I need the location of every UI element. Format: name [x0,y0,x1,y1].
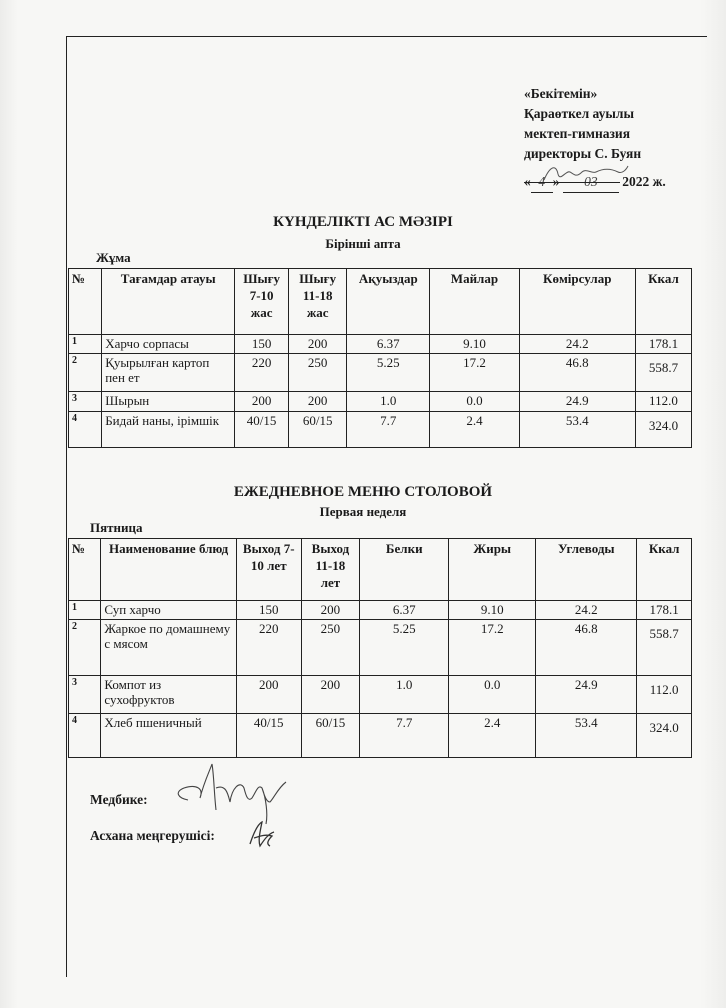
table-row [69,620,692,676]
ru-header-carbs: Углеводы [536,539,637,601]
proteins-value: 7.7 [360,714,449,758]
date-quote-open: « [524,174,531,189]
dish-name: Харчо сорпасы [102,335,235,354]
kz-header-carbs: Көмірсулар [519,269,635,335]
table-row [69,714,692,758]
ru-header-portion-11-18: Выход 11-18 лет [301,539,360,601]
portion-7-10: 200 [235,392,289,412]
kz-header-fats: Майлар [430,269,519,335]
kcal-value: 178.1 [637,601,692,620]
portion-11-18: 200 [289,392,347,412]
ru-header-dish-name: Наименование блюд [101,539,237,601]
kz-day-label: Жұма [96,250,131,265]
proteins-value: 1.0 [347,392,430,412]
kcal-value: 558.7 [635,354,691,392]
kcal-value: 324.0 [637,714,692,758]
portion-7-10: 220 [235,354,289,392]
portion-11-18: 200 [301,676,360,714]
row-number: 2 [69,620,101,676]
carbs-value: 46.8 [519,354,635,392]
dish-name: Хлеб пшеничный [101,714,237,758]
ru-day-label: Пятница [90,520,143,535]
kz-menu-subtitle: Бірінші апта [325,236,401,251]
portion-11-18: 250 [289,354,347,392]
fats-value: 17.2 [449,620,536,676]
portion-7-10: 150 [235,335,289,354]
fats-value: 0.0 [430,392,519,412]
proteins-value: 6.37 [360,601,449,620]
row-number: 4 [69,412,102,448]
proteins-value: 7.7 [347,412,430,448]
fats-value: 2.4 [430,412,519,448]
date-year: 2022 ж. [622,174,666,189]
proteins-value: 1.0 [360,676,449,714]
kcal-value: 178.1 [635,335,691,354]
fats-value: 0.0 [449,676,536,714]
row-number: 4 [69,714,101,758]
ru-header-portion-7-10: Выход 7-10 лет [236,539,301,601]
proteins-value: 5.25 [347,354,430,392]
canteen-manager-signature-image [244,814,284,854]
date-day: 4 [531,172,553,193]
fats-value: 17.2 [430,354,519,392]
portion-11-18: 250 [301,620,360,676]
table-row [69,392,692,412]
table-row [69,335,692,354]
ru-header-kcal: Ккал [637,539,692,601]
dish-name: Компот из сухофруктов [101,676,237,714]
fats-value: 9.10 [430,335,519,354]
approval-line-2: Қараөткел ауылы [524,106,635,121]
portion-7-10: 40/15 [235,412,289,448]
dish-name: Бидай наны, ірімшік [102,412,235,448]
approval-line-1: «Бекітемін» [524,86,598,101]
nurse-label: Медбике: [90,792,148,807]
kcal-value: 324.0 [635,412,691,448]
carbs-value: 24.2 [519,335,635,354]
director-signature-image [540,160,630,186]
row-number: 3 [69,676,101,714]
date-month: 03 [563,172,619,193]
kz-header-proteins: Ақуыздар [347,269,430,335]
kcal-value: 112.0 [637,676,692,714]
kz-header-dish-name: Тағамдар атауы [102,269,235,335]
dish-name: Суп харчо [101,601,237,620]
dish-name: Қуырылған картоп пен ет [102,354,235,392]
row-number: 1 [69,601,101,620]
table-row [69,676,692,714]
carbs-value: 53.4 [519,412,635,448]
kz-header-portion-11-18: Шығу 11-18 жас [289,269,347,335]
carbs-value: 24.9 [519,392,635,412]
carbs-value: 46.8 [536,620,637,676]
fats-value: 2.4 [449,714,536,758]
kz-header-kcal: Ккал [635,269,691,335]
ru-menu-title: ЕЖЕДНЕВНОЕ МЕНЮ СТОЛОВОЙ [233,484,493,500]
portion-11-18: 60/15 [301,714,360,758]
ru-header-fats: Жиры [449,539,536,601]
kz-header-number: № [69,269,102,335]
proteins-value: 6.37 [347,335,430,354]
portion-7-10: 150 [236,601,301,620]
kz-table-header-row [69,269,692,335]
canteen-manager-label: Асхана меңгерушісі: [90,828,215,843]
portion-11-18: 200 [301,601,360,620]
ru-header-number: № [69,539,101,601]
approval-line-4: директоры С. Буян [524,146,642,161]
ru-menu-table [68,538,692,758]
row-number: 2 [69,354,102,392]
carbs-value: 24.2 [536,601,637,620]
ru-header-proteins: Белки [360,539,449,601]
portion-11-18: 200 [289,335,347,354]
approval-line-3: мектеп-гимназия [524,126,631,141]
fats-value: 9.10 [449,601,536,620]
kcal-value: 558.7 [637,620,692,676]
row-number: 3 [69,392,102,412]
carbs-value: 53.4 [536,714,637,758]
proteins-value: 5.25 [360,620,449,676]
ru-table-header-row [69,539,692,601]
kcal-value: 112.0 [635,392,691,412]
portion-7-10: 40/15 [236,714,301,758]
date-quote-close: » [552,174,560,189]
kz-menu-table [68,268,692,448]
portion-7-10: 200 [236,676,301,714]
portion-7-10: 220 [236,620,301,676]
dish-name: Шырын [102,392,235,412]
table-row [69,354,692,392]
kz-menu-title: КҮНДЕЛІКТІ АС МӘЗІРІ [273,214,453,230]
ru-menu-subtitle: Первая неделя [319,504,407,519]
carbs-value: 24.9 [536,676,637,714]
portion-11-18: 60/15 [289,412,347,448]
dish-name: Жаркое по домашнему с мясом [101,620,237,676]
table-row [69,601,692,620]
table-row [69,412,692,448]
row-number: 1 [69,335,102,354]
kz-header-portion-7-10: Шығу 7-10 жас [235,269,289,335]
